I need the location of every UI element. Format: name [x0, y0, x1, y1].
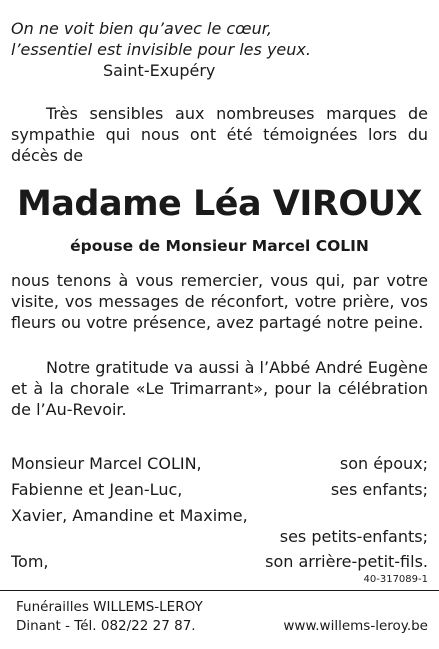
- quote-line-1: On ne voit bien qu’avec le cœur,: [11, 19, 272, 38]
- funeral-company: Funérailles WILLEMS-LEROY: [16, 599, 203, 615]
- footer-divider: [0, 590, 439, 591]
- intro-paragraph: Très sensibles aux nombreuses marques de sympathie qui nous ont été témoignées lors du décès de: [11, 104, 428, 165]
- signatory-name: Xavier, Amandine et Maxime,: [11, 506, 248, 525]
- signatory-row: [11, 551, 428, 572]
- deceased-relation: épouse de Monsieur Marcel COLIN: [70, 237, 369, 255]
- funeral-phone: Dinant - Tél. 082/22 27 87.: [16, 618, 196, 634]
- signatory-row: [11, 479, 428, 500]
- quote: [11, 18, 311, 60]
- signatory-name: Monsieur Marcel COLIN,: [11, 454, 202, 473]
- signatory-role: ses petits-enfants;: [279, 527, 428, 546]
- signatory-row: [11, 453, 428, 474]
- gratitude-paragraph: Notre gratitude va aussi à l’Abbé André Eugène et à la chorale «Le Trimarrant», pour la célébration de l’Au-Revoir.: [11, 358, 428, 419]
- signatory-row: [11, 505, 428, 526]
- signatory-name: Fabienne et Jean-Luc,: [11, 480, 183, 499]
- funeral-website: www.willems-leroy.be: [283, 618, 428, 634]
- signatory-role: son arrière-petit-fils.: [265, 552, 428, 571]
- thanks-paragraph: nous tenons à vous remercier, vous qui, par votre visite, vos messages de réconfort, votre prière, vos fleurs ou votre présence, avez partagé notre peine.: [11, 271, 428, 332]
- deceased-name: Madame Léa VIROUX: [16, 184, 423, 224]
- signatory-name: Tom,: [11, 552, 49, 571]
- quote-author: Saint-Exupéry: [103, 61, 216, 80]
- signatory-role: ses enfants;: [330, 480, 428, 499]
- signatory-role: son époux;: [339, 454, 428, 473]
- quote-line-2: l’essentiel est invisible pour les yeux.: [11, 40, 311, 59]
- reference-number: 40-317089-1: [363, 574, 428, 585]
